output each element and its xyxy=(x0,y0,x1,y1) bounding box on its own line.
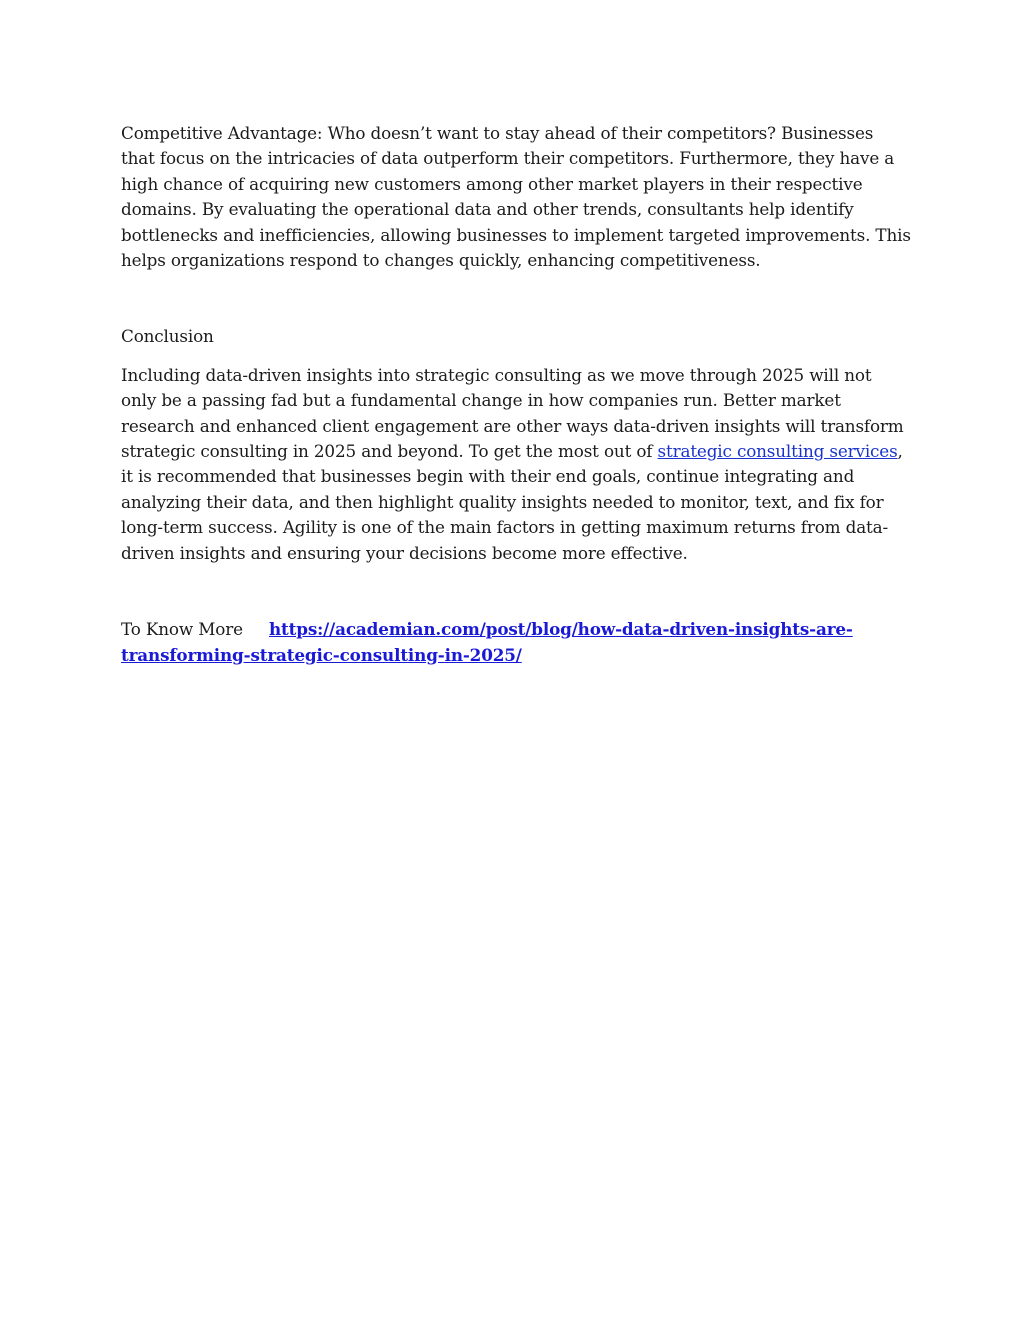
know-more-line xyxy=(121,617,911,668)
article-url-link[interactable]: https://academian.com/post/blog/how-data-driven-insights-are-transforming-strategic-consulting-in-2025/ xyxy=(121,619,853,665)
conclusion-text-end: , it is recommended that businesses begin with their end goals, continue integrating and analyzing their data, and then highlight quality insights needed to monitor, text, and fix for long-term success. Agility is one of the main factors in getting maximum returns from data-driven insights and ensuring your decisions become more effective. xyxy=(121,441,903,563)
competitive-advantage-paragraph: Competitive Advantage: Who doesn’t want to stay ahead of their competitors? Businesses that focus on the intricacies of data outperform their competitors. Furthermore, they have a high chance of acquiring new customers among other market players in their respective domains. By evaluating the operational data and other trends, consultants help identify bottlenecks and inefficiencies, allowing businesses to implement targeted improvements. This helps organizations respond to changes quickly, enhancing competitiveness. xyxy=(121,123,911,271)
conclusion-paragraph xyxy=(121,363,911,566)
strategic-consulting-services-link[interactable]: strategic consulting services xyxy=(657,441,898,462)
conclusion-heading: Conclusion xyxy=(121,326,214,347)
document-body xyxy=(121,121,911,668)
conclusion-text-start: Including data-driven insights into strategic consulting as we move through 2025 will not only be a passing fad but a fundamental change in how companies run. Better market research and enhanced client engagement are other ways data-driven insights will transform strategic consulting in 2025 and beyond. To get the most out of xyxy=(121,364,904,462)
know-more-label: To Know More xyxy=(121,619,243,640)
